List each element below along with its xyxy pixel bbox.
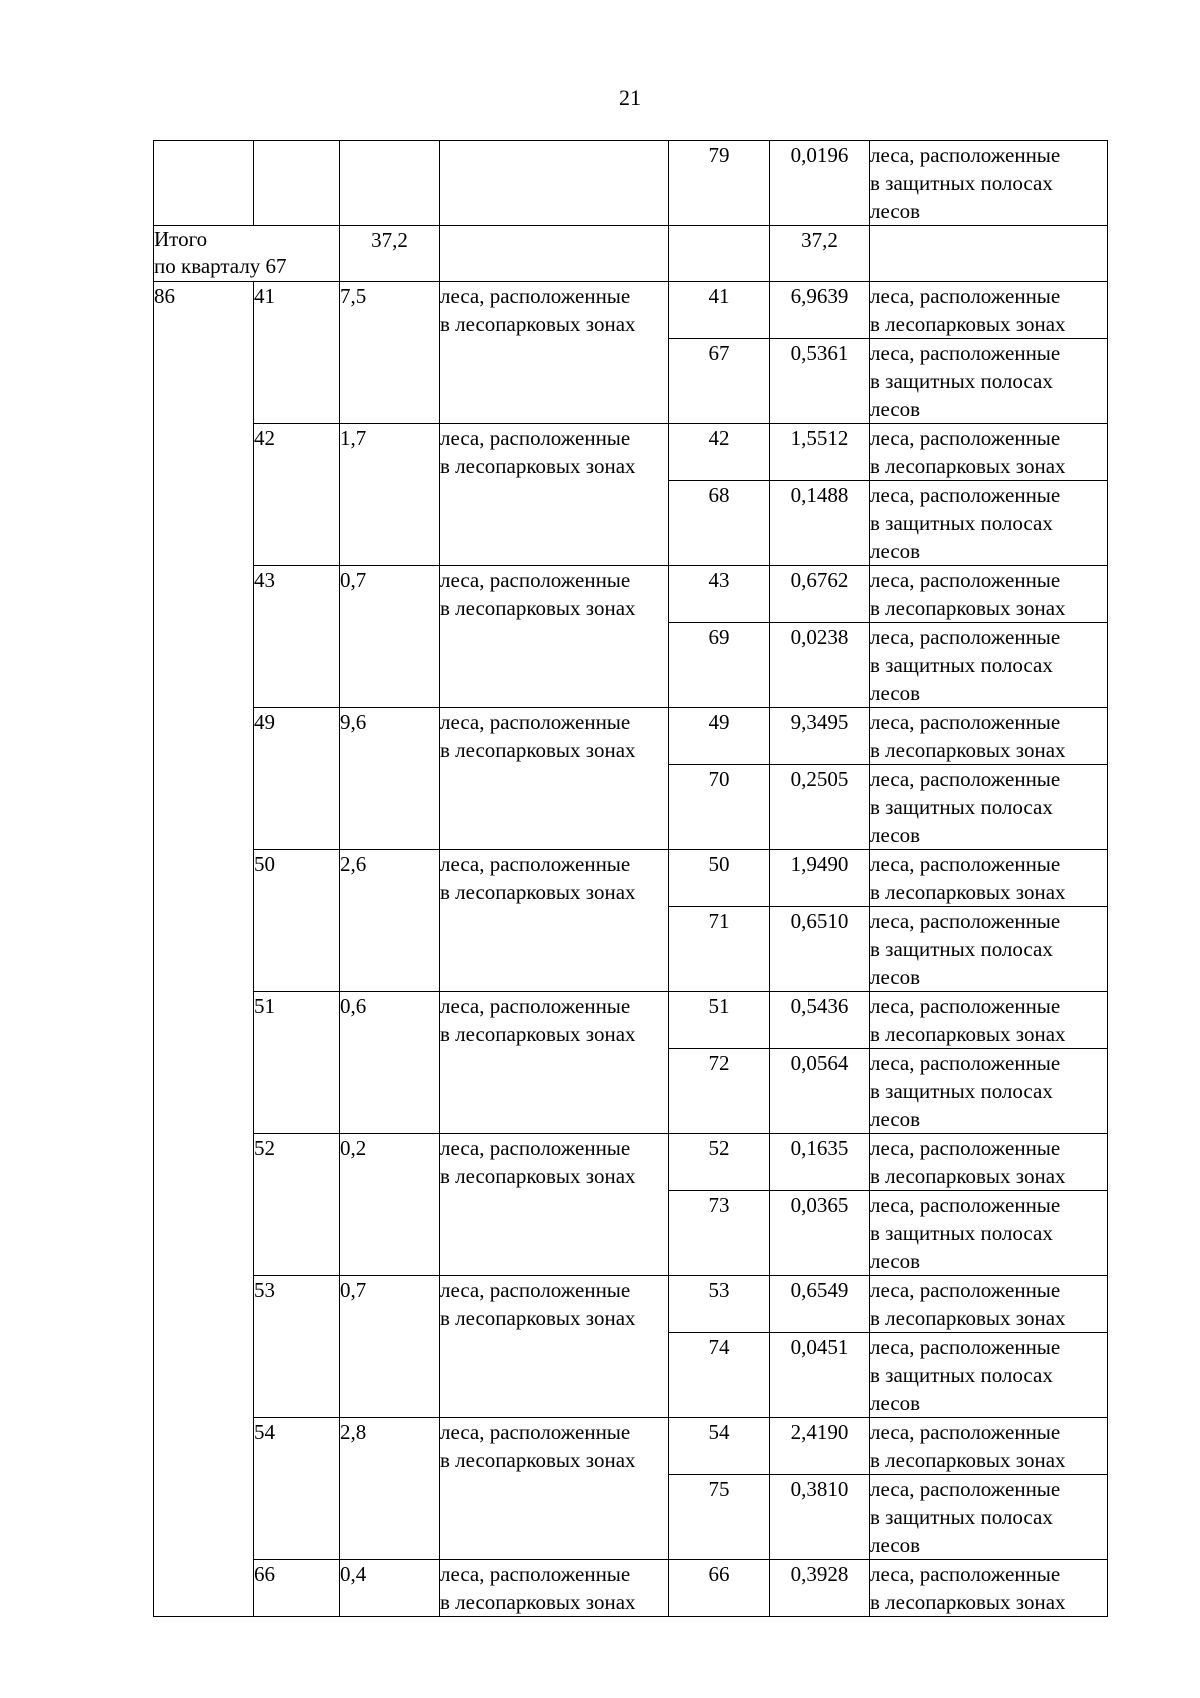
type-line: в защитных полосах — [870, 653, 1053, 677]
type-line: в лесопарковых зонах — [440, 1022, 636, 1046]
type-line: лесов — [870, 1391, 921, 1415]
type-cell — [870, 907, 1108, 992]
new-area-cell: 0,6549 — [770, 1276, 870, 1333]
new-number-cell: 79 — [669, 141, 770, 226]
new-number-cell: 43 — [669, 566, 770, 623]
type-line: леса, расположенные — [870, 426, 1061, 450]
type-cell — [870, 1475, 1108, 1560]
new-number-cell: 53 — [669, 1276, 770, 1333]
type-cell — [440, 708, 669, 850]
type-cell — [870, 623, 1108, 708]
type-cell — [870, 765, 1108, 850]
type-line: леса, расположенные — [870, 852, 1061, 876]
type-line: лесов — [870, 823, 921, 847]
area-cell: 0,4 — [340, 1560, 440, 1617]
type-line: леса, расположенные — [870, 994, 1061, 1018]
vydel-cell: 50 — [254, 850, 340, 992]
type-line: леса, расположенные — [870, 909, 1061, 933]
page-number: 21 — [619, 85, 641, 110]
type-cell — [440, 992, 669, 1134]
type-cell — [870, 850, 1108, 907]
new-area-cell: 1,9490 — [770, 850, 870, 907]
type-cell — [870, 424, 1108, 481]
new-number-cell: 51 — [669, 992, 770, 1049]
new-area-cell: 0,5436 — [770, 992, 870, 1049]
table-row — [154, 1418, 1108, 1475]
type-line: в лесопарковых зонах — [440, 454, 636, 478]
type-cell — [870, 1134, 1108, 1191]
type-cell — [440, 850, 669, 992]
type-line: леса, расположенные — [870, 1051, 1061, 1075]
new-area-cell: 0,0238 — [770, 623, 870, 708]
table-cell — [254, 141, 340, 226]
type-cell — [870, 992, 1108, 1049]
type-line: леса, расположенные — [870, 1562, 1061, 1586]
new-area-cell: 0,5361 — [770, 339, 870, 424]
type-line: лесов — [870, 681, 921, 705]
type-line: леса, расположенные — [870, 625, 1061, 649]
type-line: леса, расположенные — [440, 994, 631, 1018]
table-cell — [340, 141, 440, 226]
new-type-cell — [870, 141, 1108, 226]
new-area-cell: 1,5512 — [770, 424, 870, 481]
type-line: леса, расположенные — [870, 1278, 1061, 1302]
type-line: лесов — [870, 199, 921, 223]
table-row — [154, 850, 1108, 907]
forest-table — [153, 140, 1108, 1617]
new-number-cell: 68 — [669, 481, 770, 566]
table-row — [154, 1276, 1108, 1333]
type-line: лесов — [870, 539, 921, 563]
table-row — [154, 566, 1108, 623]
vydel-cell: 49 — [254, 708, 340, 850]
type-line: в защитных полосах — [870, 1079, 1053, 1103]
total-label-line: Итого — [154, 227, 208, 251]
type-line: в лесопарковых зонах — [870, 1590, 1066, 1614]
vydel-cell: 42 — [254, 424, 340, 566]
type-line: леса, расположенные — [440, 1278, 631, 1302]
area-cell: 9,6 — [340, 708, 440, 850]
type-line: леса, расположенные — [440, 1420, 631, 1444]
type-line: леса, расположенные — [870, 710, 1061, 734]
new-area-cell: 0,1635 — [770, 1134, 870, 1191]
table-row — [154, 424, 1108, 481]
new-area-cell: 0,6762 — [770, 566, 870, 623]
type-line: в защитных полосах — [870, 1221, 1053, 1245]
table-cell — [154, 141, 254, 226]
type-line: в защитных полосах — [870, 171, 1053, 195]
new-area-cell: 0,0365 — [770, 1191, 870, 1276]
new-number-cell: 49 — [669, 708, 770, 765]
new-number-cell: 42 — [669, 424, 770, 481]
new-area-cell: 0,2505 — [770, 765, 870, 850]
type-cell — [870, 1418, 1108, 1475]
type-line: леса, расположенные — [870, 568, 1061, 592]
quarter-cell: 86 — [154, 282, 254, 1617]
new-area-cell: 0,6510 — [770, 907, 870, 992]
new-number-cell: 70 — [669, 765, 770, 850]
type-cell — [440, 282, 669, 424]
type-line: леса, расположенные — [440, 426, 631, 450]
type-line: леса, расположенные — [440, 568, 631, 592]
table-row — [154, 141, 1108, 226]
type-line: в лесопарковых зонах — [870, 312, 1066, 336]
type-line: леса, расположенные — [870, 1335, 1061, 1359]
type-line: в лесопарковых зонах — [870, 454, 1066, 478]
new-area-cell: 0,0451 — [770, 1333, 870, 1418]
new-area-cell: 0,3928 — [770, 1560, 870, 1617]
area-cell: 1,7 — [340, 424, 440, 566]
type-line: в защитных полосах — [870, 511, 1053, 535]
new-number-cell: 73 — [669, 1191, 770, 1276]
new-number-cell: 71 — [669, 907, 770, 992]
type-line: леса, расположенные — [440, 710, 631, 734]
type-line: леса, расположенные — [440, 1562, 631, 1586]
type-cell — [870, 282, 1108, 339]
type-cell — [870, 1191, 1108, 1276]
type-line: в лесопарковых зонах — [870, 1022, 1066, 1046]
new-area-cell: 0,0564 — [770, 1049, 870, 1134]
vydel-cell: 51 — [254, 992, 340, 1134]
type-cell — [870, 1333, 1108, 1418]
new-area-cell: 0,1488 — [770, 481, 870, 566]
type-cell — [440, 1276, 669, 1418]
total-label-cell — [154, 226, 340, 282]
total-label-line: по кварталу 67 — [154, 254, 287, 278]
type-cell — [440, 1560, 669, 1617]
new-number-cell: 75 — [669, 1475, 770, 1560]
type-cell — [870, 1560, 1108, 1617]
new-number-cell: 69 — [669, 623, 770, 708]
area-cell: 0,7 — [340, 566, 440, 708]
type-cell — [440, 1134, 669, 1276]
table-cell — [440, 141, 669, 226]
type-line: в лесопарковых зонах — [440, 1306, 636, 1330]
new-area-cell: 6,9639 — [770, 282, 870, 339]
total-area-cell: 37,2 — [340, 226, 440, 282]
type-line: леса, расположенные — [870, 341, 1061, 365]
type-line: леса, расположенные — [870, 1420, 1061, 1444]
type-line: в лесопарковых зонах — [870, 1164, 1066, 1188]
table-row — [154, 992, 1108, 1049]
table-row — [154, 1560, 1108, 1617]
type-line: в лесопарковых зонах — [870, 1448, 1066, 1472]
vydel-cell: 41 — [254, 282, 340, 424]
vydel-cell: 43 — [254, 566, 340, 708]
type-cell — [870, 481, 1108, 566]
type-cell — [870, 1049, 1108, 1134]
type-line: в лесопарковых зонах — [870, 596, 1066, 620]
type-cell — [870, 708, 1108, 765]
type-line: в лесопарковых зонах — [870, 738, 1066, 762]
type-line: в лесопарковых зонах — [440, 1448, 636, 1472]
new-number-cell: 54 — [669, 1418, 770, 1475]
type-line: лесов — [870, 397, 921, 421]
type-line: в лесопарковых зонах — [440, 1164, 636, 1188]
type-line: в лесопарковых зонах — [440, 312, 636, 336]
new-number-cell: 50 — [669, 850, 770, 907]
new-number-cell: 41 — [669, 282, 770, 339]
type-cell — [870, 339, 1108, 424]
new-number-cell: 72 — [669, 1049, 770, 1134]
type-line: леса, расположенные — [870, 483, 1061, 507]
type-line: леса, расположенные — [440, 1136, 631, 1160]
type-line: в лесопарковых зонах — [870, 880, 1066, 904]
type-line: в защитных полосах — [870, 369, 1053, 393]
type-line: в лесопарковых зонах — [440, 738, 636, 762]
type-line: в защитных полосах — [870, 795, 1053, 819]
table-row — [154, 282, 1108, 339]
table-cell — [870, 226, 1108, 282]
area-cell: 2,6 — [340, 850, 440, 992]
new-area-cell: 0,3810 — [770, 1475, 870, 1560]
total-row — [154, 226, 1108, 282]
type-cell — [440, 424, 669, 566]
vydel-cell: 54 — [254, 1418, 340, 1560]
type-line: лесов — [870, 1533, 921, 1557]
table-row — [154, 1134, 1108, 1191]
type-cell — [870, 566, 1108, 623]
type-line: в защитных полосах — [870, 1363, 1053, 1387]
total-new-area-cell: 37,2 — [770, 226, 870, 282]
type-line: в лесопарковых зонах — [440, 1590, 636, 1614]
new-number-cell: 66 — [669, 1560, 770, 1617]
type-line: леса, расположенные — [440, 284, 631, 308]
type-cell — [870, 1276, 1108, 1333]
new-area-cell: 0,0196 — [770, 141, 870, 226]
type-cell — [440, 1418, 669, 1560]
type-line: в лесопарковых зонах — [870, 1306, 1066, 1330]
new-number-cell: 74 — [669, 1333, 770, 1418]
type-line: леса, расположенные — [870, 767, 1061, 791]
area-cell: 2,8 — [340, 1418, 440, 1560]
area-cell: 7,5 — [340, 282, 440, 424]
type-line: леса, расположенные — [870, 1477, 1061, 1501]
new-area-cell: 2,4190 — [770, 1418, 870, 1475]
new-number-cell: 67 — [669, 339, 770, 424]
type-line: леса, расположенные — [870, 1193, 1061, 1217]
table-row — [154, 708, 1108, 765]
type-line: леса, расположенные — [870, 143, 1061, 167]
area-cell: 0,7 — [340, 1276, 440, 1418]
type-line: в защитных полосах — [870, 1505, 1053, 1529]
area-cell: 0,6 — [340, 992, 440, 1134]
vydel-cell: 66 — [254, 1560, 340, 1617]
area-cell: 0,2 — [340, 1134, 440, 1276]
type-line: леса, расположенные — [440, 852, 631, 876]
type-line: в защитных полосах — [870, 937, 1053, 961]
type-line: лесов — [870, 1249, 921, 1273]
type-line: в лесопарковых зонах — [440, 880, 636, 904]
vydel-cell: 52 — [254, 1134, 340, 1276]
type-line: лесов — [870, 965, 921, 989]
type-line: лесов — [870, 1107, 921, 1131]
table-cell — [669, 226, 770, 282]
type-line: леса, расположенные — [870, 284, 1061, 308]
table-cell — [440, 226, 669, 282]
new-number-cell: 52 — [669, 1134, 770, 1191]
type-line: в лесопарковых зонах — [440, 596, 636, 620]
new-area-cell: 9,3495 — [770, 708, 870, 765]
type-line: леса, расположенные — [870, 1136, 1061, 1160]
type-cell — [440, 566, 669, 708]
vydel-cell: 53 — [254, 1276, 340, 1418]
